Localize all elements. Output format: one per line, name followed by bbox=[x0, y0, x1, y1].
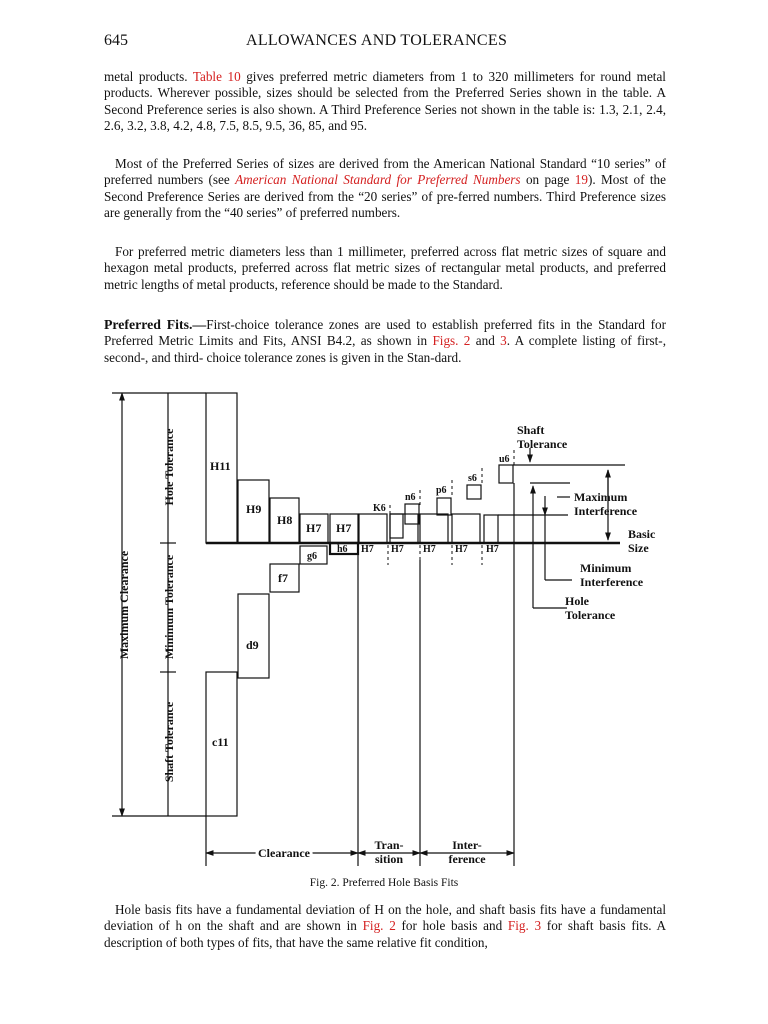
text: For preferred metric diameters less than 1 millimeter, preferred across flat metric sizes of square and hexagon metal products, preferred across flat metric sizes of rectangular metal products, and preferred metric lengths of metal products, reference should be made to the Standard. bbox=[104, 244, 666, 292]
label-bottom-H7-5: H7 bbox=[486, 544, 499, 555]
label-maximum: Maximum bbox=[574, 490, 628, 504]
label-g6: g6 bbox=[307, 551, 317, 562]
zone-s6 bbox=[467, 485, 481, 499]
link-table-10[interactable]: Table 10 bbox=[192, 69, 241, 84]
label-bottom-H7-4: H7 bbox=[455, 544, 468, 555]
text: on page bbox=[520, 172, 575, 188]
zone-p6 bbox=[437, 498, 451, 515]
label-basic: Basic bbox=[628, 527, 656, 541]
label-bottom-H7-3: H7 bbox=[423, 544, 436, 555]
text: Most of the Preferred Series of sizes are derived from the American National Standard “10 series” of preferred numbers (see bbox=[104, 156, 666, 188]
label-c11: c11 bbox=[212, 735, 229, 749]
label-maximum-clearance: Maximum Clearance bbox=[117, 550, 131, 660]
text: ). Most of the Second Preference Series are derived from the “20 series” of pre-ferred numbers. Third Preference sizes are generally from the “40 series” of preferred numbers. bbox=[104, 172, 666, 221]
link-fig-2[interactable]: Fig. 2 bbox=[362, 918, 396, 934]
label-minimum-tolerance: Minimum Tolerance bbox=[162, 554, 176, 660]
text: First-choice tolerance zones are used to establish preferred fits in the Standard for Preferred Metric Limits and Fits, ANSI B4.2, as shown in bbox=[104, 317, 666, 349]
label-d9: d9 bbox=[246, 638, 259, 652]
label-H7-b: H7 bbox=[336, 521, 352, 535]
label-minimum: Minimum bbox=[580, 561, 632, 575]
link-page-19[interactable]: 19 bbox=[574, 172, 588, 188]
text: Hole basis fits have a fundamental deviation of H on the hole, and shaft basis fits have a fundamental deviation of h on the shaft and are shown in bbox=[104, 902, 666, 934]
page-number: 645 bbox=[104, 32, 128, 49]
label-u6: u6 bbox=[499, 454, 510, 465]
label-f7: f7 bbox=[278, 571, 288, 585]
label-bottom-H7-1: H7 bbox=[361, 544, 374, 555]
link-fig-3-bottom[interactable]: Fig. 3 bbox=[507, 918, 542, 934]
zone-H7-e bbox=[420, 514, 448, 543]
label-tran: Tran- bbox=[374, 838, 404, 852]
label-H8: H8 bbox=[277, 513, 293, 527]
label-maximum-interference: Interference bbox=[574, 504, 638, 518]
label-size: Size bbox=[628, 541, 649, 555]
paragraph-hole-basis-fits bbox=[104, 902, 666, 951]
text: metal products. bbox=[104, 69, 193, 84]
text: and bbox=[470, 333, 501, 349]
label-ference: ference bbox=[448, 852, 486, 866]
label-minimum-interference: Interference bbox=[580, 575, 644, 589]
label-H11: H11 bbox=[210, 459, 231, 473]
label-bottom-H7-2: H7 bbox=[391, 544, 404, 555]
section-heading-preferred-fits: Preferred Fits.— bbox=[104, 317, 207, 332]
text: gives preferred metric diameters from 1 to 320 millimeters for round metal products. Wherever possible, sizes should be selected from the Preferred Series shown in the table. A Second Preference series is also shown. A Third Preference Series not shown in the table is: 1.3, 2.1, 2.4, 2.6, 3.2, 3.8, 4.2, 4.8, 7.5, 8.5, 9.5, 36, 85, and 95. bbox=[104, 69, 666, 134]
label-hole: Hole bbox=[565, 594, 589, 608]
link-figs-2[interactable]: Figs. 2 bbox=[432, 333, 471, 349]
label-K6: K6 bbox=[373, 503, 386, 514]
label-sition: sition bbox=[374, 852, 404, 866]
text: for hole basis and bbox=[395, 918, 508, 934]
zone-H7-f bbox=[452, 514, 480, 543]
label-H7-a: H7 bbox=[306, 521, 322, 535]
label-p6: p6 bbox=[436, 485, 447, 496]
label-hole-tolerance-vertical: Hole Tolerance bbox=[162, 428, 176, 506]
zone-K6 bbox=[390, 514, 403, 538]
label-n6: n6 bbox=[405, 492, 416, 503]
text: for shaft basis fits. A description of both types of fits, that have the same relative fit condition, bbox=[104, 918, 667, 950]
zone-H7-d bbox=[390, 514, 418, 543]
zone-H7-c bbox=[359, 514, 387, 543]
label-inter: Inter- bbox=[452, 838, 482, 852]
label-h6: h6 bbox=[337, 544, 348, 555]
zone-u6 bbox=[499, 465, 513, 483]
text: . A complete listing of first-, second-, and third- choice tolerance zones is given in the Stan-dard. bbox=[104, 333, 666, 365]
zone-d9 bbox=[238, 594, 269, 678]
label-shaft-tolerance-vertical: Shaft Tolerance bbox=[162, 701, 176, 783]
label-shaft: Shaft bbox=[517, 423, 545, 437]
label-clearance: Clearance bbox=[258, 846, 310, 860]
label-shaft-tolerance: Tolerance bbox=[517, 437, 568, 451]
label-s6: s6 bbox=[468, 473, 477, 484]
link-fig-3[interactable]: 3 bbox=[500, 333, 507, 349]
running-title: ALLOWANCES AND TOLERANCES bbox=[246, 32, 508, 49]
zone-u6-hole bbox=[484, 515, 498, 543]
label-H9: H9 bbox=[246, 502, 262, 516]
figure-caption: Fig. 2. Preferred Hole Basis Fits bbox=[309, 877, 459, 889]
label-hole-tolerance-right: Tolerance bbox=[565, 608, 616, 622]
link-preferred-numbers[interactable]: American National Standard for Preferred Numbers bbox=[235, 172, 521, 188]
